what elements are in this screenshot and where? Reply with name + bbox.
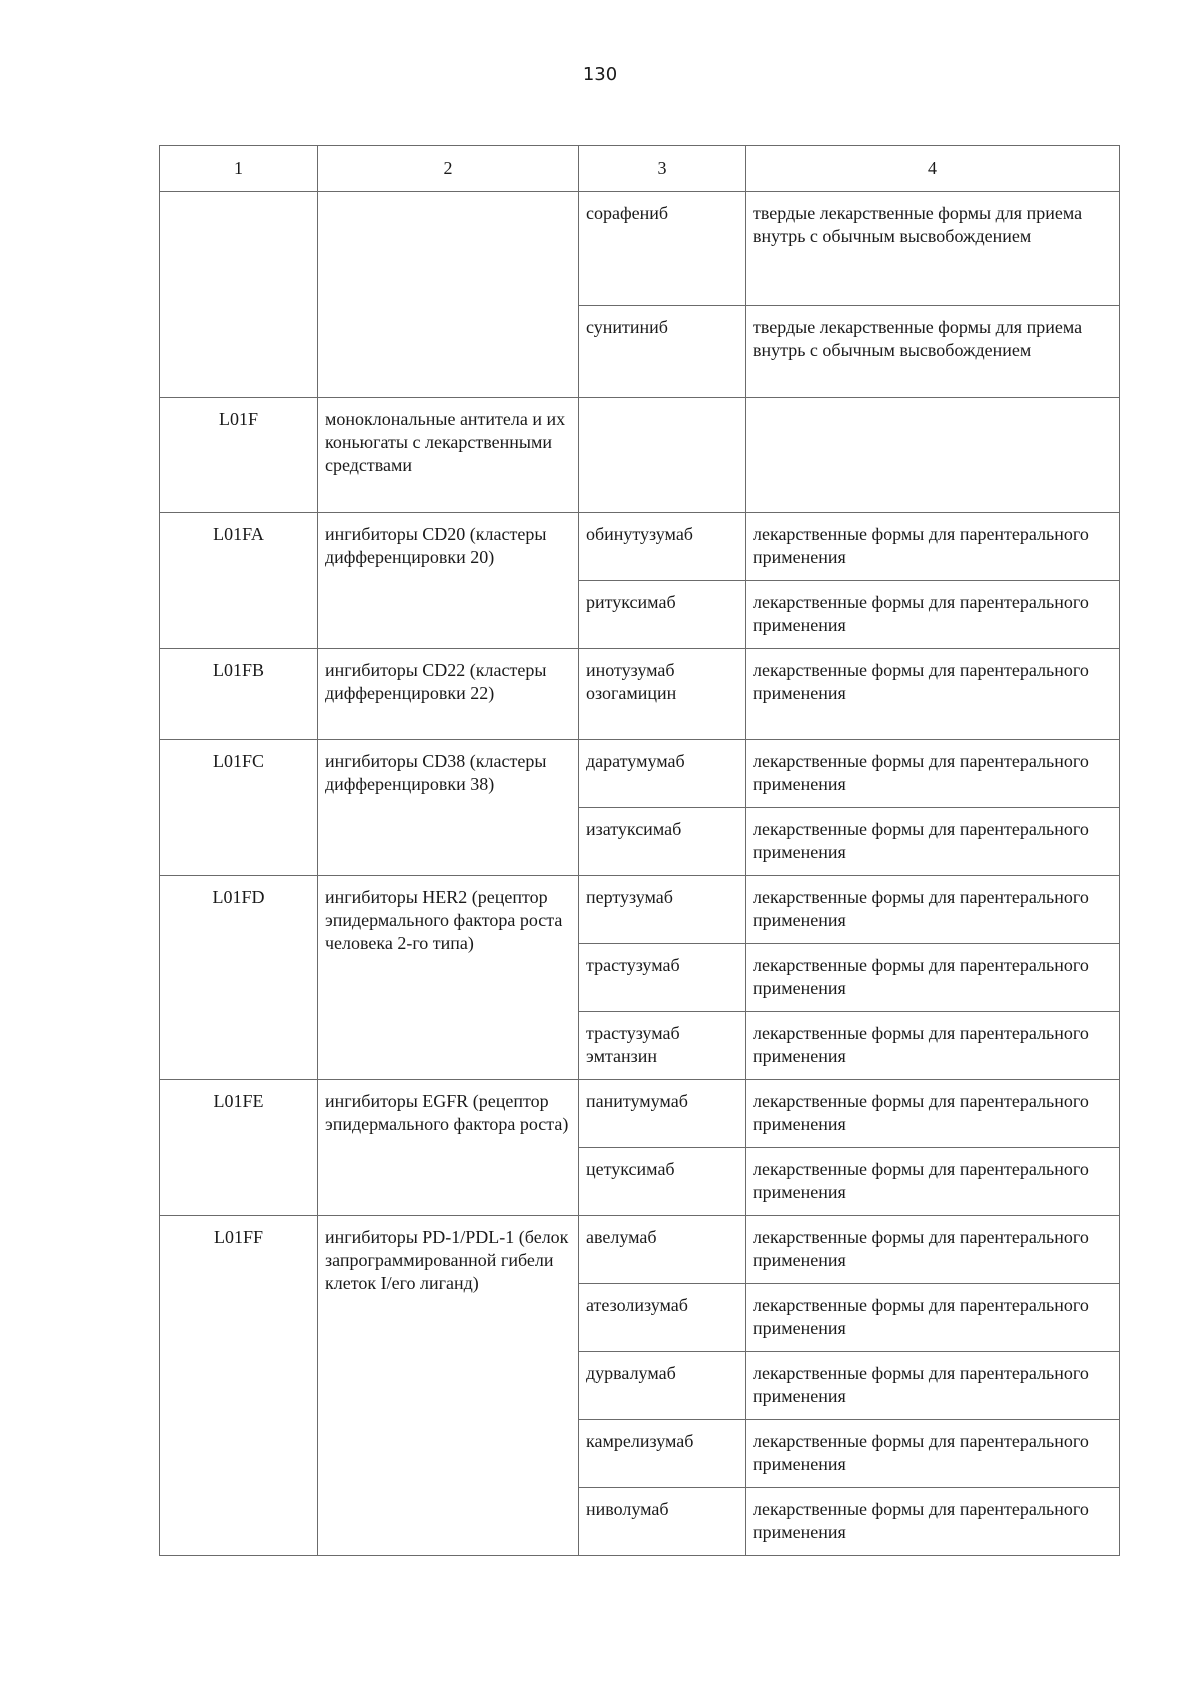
table-row (160, 192, 1120, 306)
drug-name-cell: ритуксимаб (579, 581, 746, 649)
dosage-form-cell: лекарственные формы для парентерального применения (746, 808, 1120, 876)
drug-name-cell: ниволумаб (579, 1488, 746, 1556)
drug-name-cell: изатуксимаб (579, 808, 746, 876)
dosage-form-cell: лекарственные формы для парентерального применения (746, 740, 1120, 808)
dosage-form-cell: лекарственные формы для парентерального применения (746, 1488, 1120, 1556)
dosage-form-cell: лекарственные формы для парентерального применения (746, 1080, 1120, 1148)
drug-name-cell (579, 398, 746, 513)
drug-name-cell: сунитиниб (579, 306, 746, 398)
dosage-form-cell: лекарственные формы для парентерального применения (746, 513, 1120, 581)
atc-code-cell: L01FB (160, 649, 318, 740)
drug-name-cell: пертузумаб (579, 876, 746, 944)
table-row (160, 1216, 1120, 1284)
group-name-cell: моноклональные антитела и их коньюгаты с лекарственными средствами (318, 398, 579, 513)
table-header-row (160, 146, 1120, 192)
group-name-cell (318, 192, 579, 398)
column-header: 3 (579, 146, 746, 192)
group-name-cell: ингибиторы CD22 (кластеры дифференцировки 22) (318, 649, 579, 740)
dosage-form-cell: твердые лекарственные формы для приема внутрь с обычным высвобождением (746, 306, 1120, 398)
dosage-form-cell: лекарственные формы для парентерального применения (746, 1284, 1120, 1352)
drug-name-cell: даратумумаб (579, 740, 746, 808)
drug-name-cell: камрелизумаб (579, 1420, 746, 1488)
page-number: 130 (582, 64, 618, 85)
group-name-cell: ингибиторы CD20 (кластеры дифференцировки 20) (318, 513, 579, 649)
drug-name-cell: сорафениб (579, 192, 746, 306)
table-row (160, 1080, 1120, 1148)
dosage-form-cell (746, 398, 1120, 513)
atc-code-cell (160, 192, 318, 398)
group-name-cell: ингибиторы HER2 (рецептор эпидермального фактора роста человека 2-го типа) (318, 876, 579, 1080)
dosage-form-cell: твердые лекарственные формы для приема внутрь с обычным высвобождением (746, 192, 1120, 306)
drug-table (159, 145, 1120, 1556)
table-row (160, 740, 1120, 808)
atc-code-cell: L01FF (160, 1216, 318, 1556)
dosage-form-cell: лекарственные формы для парентерального применения (746, 1352, 1120, 1420)
drug-name-cell: авелумаб (579, 1216, 746, 1284)
group-name-cell: ингибиторы PD-1/PDL-1 (белок запрограммированной гибели клеток I/его лиганд) (318, 1216, 579, 1556)
table-body (160, 146, 1120, 1556)
dosage-form-cell: лекарственные формы для парентерального применения (746, 1012, 1120, 1080)
dosage-form-cell: лекарственные формы для парентерального применения (746, 1148, 1120, 1216)
column-header: 4 (746, 146, 1120, 192)
table-row (160, 876, 1120, 944)
table-row (160, 513, 1120, 581)
dosage-form-cell: лекарственные формы для парентерального применения (746, 944, 1120, 1012)
drug-name-cell: трастузумаб эмтанзин (579, 1012, 746, 1080)
drug-name-cell: цетуксимаб (579, 1148, 746, 1216)
atc-code-cell: L01FE (160, 1080, 318, 1216)
drug-name-cell: инотузумаб озогамицин (579, 649, 746, 740)
dosage-form-cell: лекарственные формы для парентерального применения (746, 1420, 1120, 1488)
drug-name-cell: обинутузумаб (579, 513, 746, 581)
drug-name-cell: трастузумаб (579, 944, 746, 1012)
atc-code-cell: L01FA (160, 513, 318, 649)
dosage-form-cell: лекарственные формы для парентерального применения (746, 876, 1120, 944)
table-row (160, 398, 1120, 513)
column-header: 1 (160, 146, 318, 192)
dosage-form-cell: лекарственные формы для парентерального применения (746, 581, 1120, 649)
atc-code-cell: L01FD (160, 876, 318, 1080)
column-header: 2 (318, 146, 579, 192)
table-row (160, 649, 1120, 740)
drug-name-cell: дурвалумаб (579, 1352, 746, 1420)
dosage-form-cell: лекарственные формы для парентерального применения (746, 649, 1120, 740)
dosage-form-cell: лекарственные формы для парентерального применения (746, 1216, 1120, 1284)
drug-name-cell: атезолизумаб (579, 1284, 746, 1352)
group-name-cell: ингибиторы EGFR (рецептор эпидермального фактора роста) (318, 1080, 579, 1216)
atc-code-cell: L01FC (160, 740, 318, 876)
group-name-cell: ингибиторы CD38 (кластеры дифференцировки 38) (318, 740, 579, 876)
atc-code-cell: L01F (160, 398, 318, 513)
drug-name-cell: панитумумаб (579, 1080, 746, 1148)
